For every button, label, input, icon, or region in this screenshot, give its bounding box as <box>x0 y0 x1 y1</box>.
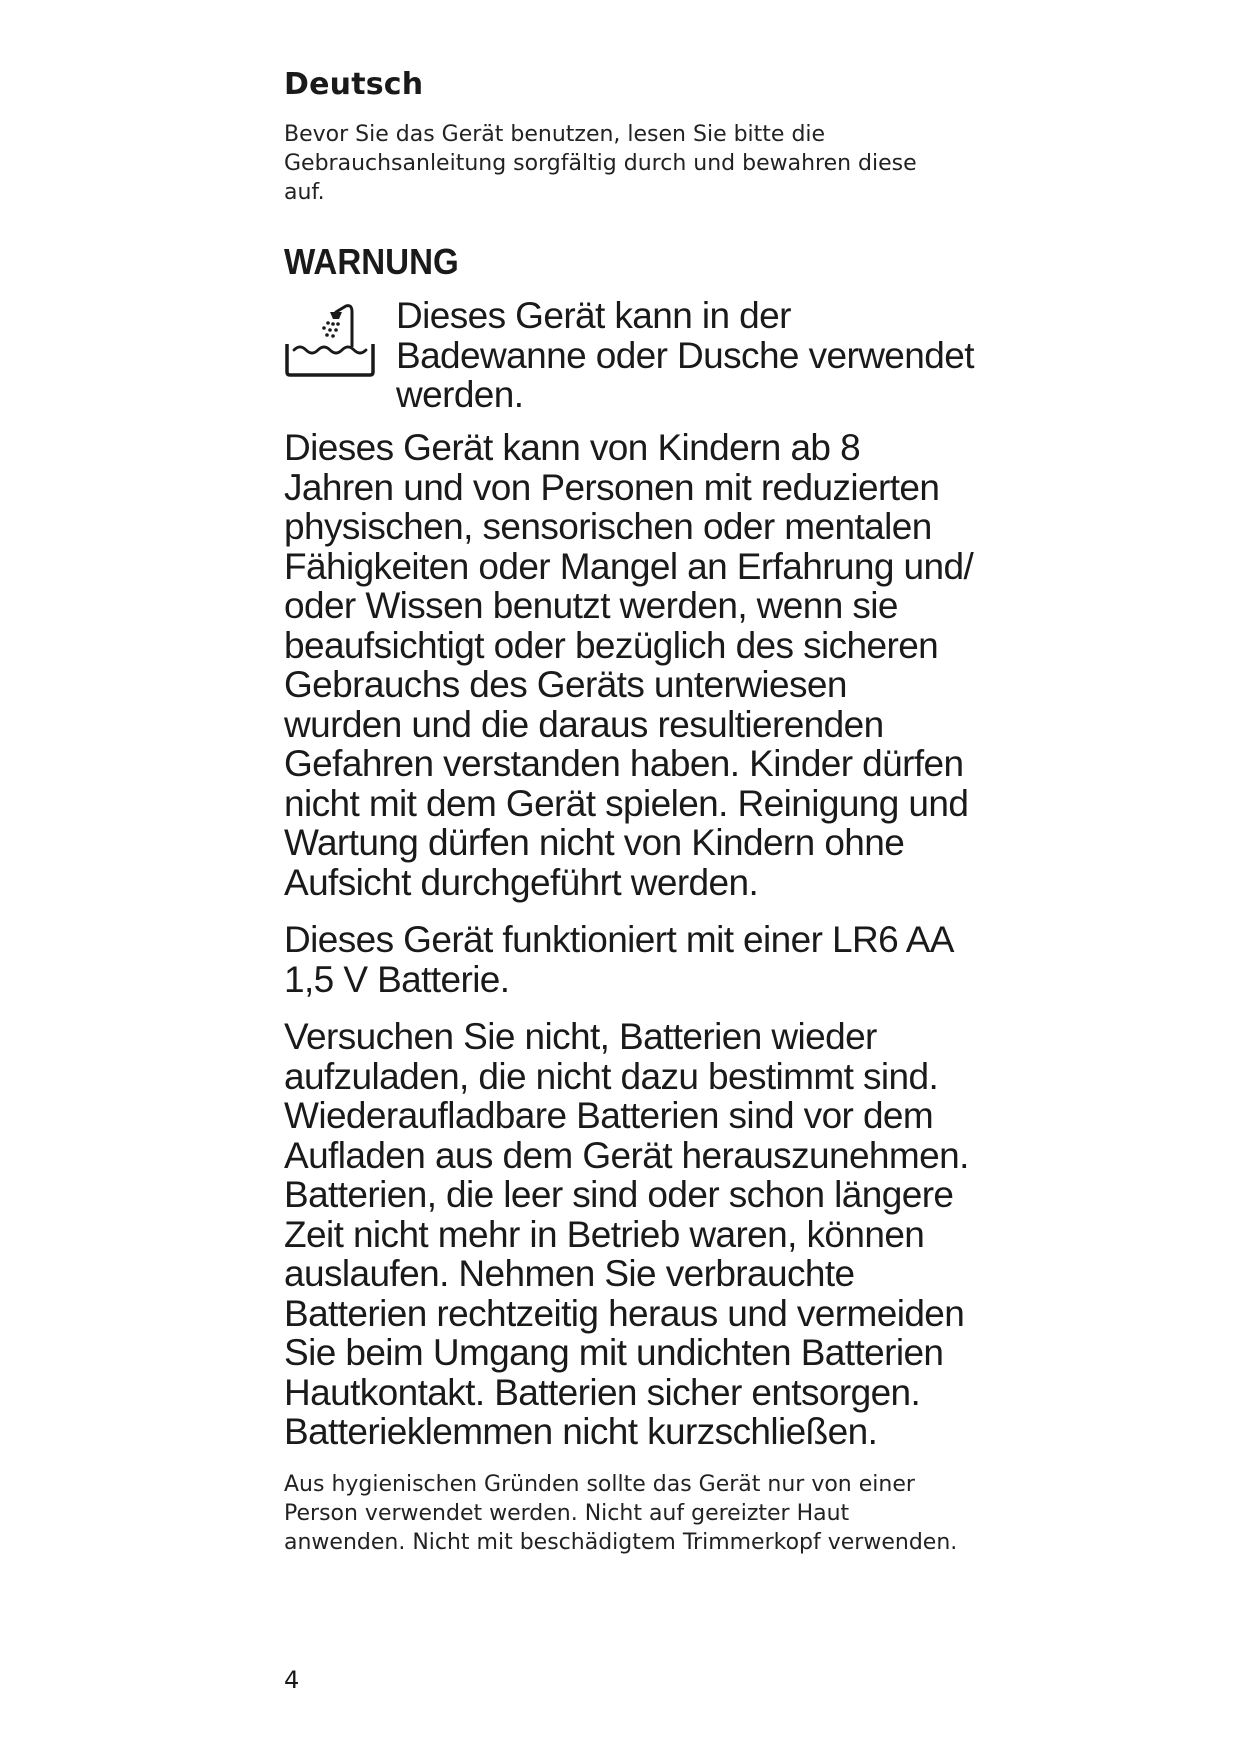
hygiene-note: Aus hygienischen Gründen sollte das Gerät nur von einer Person verwendet werden. Nicht auf gereizter Haut anwenden. Nicht mit beschädigtem Trimmerkopf verwenden. <box>284 1472 958 1555</box>
battery-type-paragraph: Dieses Gerät funktioniert mit einer LR6 AA 1,5 V Batterie. <box>284 919 952 1000</box>
bath-shower-warning-text: Dieses Gerät kann in der Badewanne oder Dusche verwendet werden. <box>396 295 974 415</box>
language-heading: Deutsch <box>284 67 424 102</box>
warning-heading: WARNUNG <box>284 241 459 282</box>
children-warning-paragraph: Dieses Gerät kann von Kindern ab 8 Jahren und von Personen mit reduzierten physischen, sensorischen oder mentalen Fähigkeiten oder Mangel an Erfahrung und/ oder Wissen benutzt werden, wenn sie beaufsichtigt oder bezüglich des sicheren Gebrauchs des Geräts unterwiesen wurden und die daraus resultierenden Gefahren verstanden haben. Kinder dürfen nicht mit dem Gerät spielen. Reinigung und Wartung dürfen nicht von Kindern ohne Aufsicht durchgeführt werden. <box>284 427 974 903</box>
page-number: 4 <box>284 1666 300 1694</box>
bath-shower-icon <box>284 302 376 378</box>
intro-paragraph: Bevor Sie das Gerät benutzen, lesen Sie bitte die Gebrauchsanleitung sorgfältig durch und bewahren diese auf. <box>284 122 917 205</box>
battery-safety-paragraph: Versuchen Sie nicht, Batterien wieder aufzuladen, die nicht dazu bestimmt sind. Wiederaufladbare Batterien sind vor dem Aufladen aus dem Gerät herauszunehmen. Batterien, die leer sind oder schon längere Zeit nicht mehr in Betrieb waren, können auslaufen. Nehmen Sie verbrauchte Batterien rechtzeitig heraus und vermeiden Sie beim Umgang mit undichten Batterien Hautkontakt. Batterien sicher entsorgen. Batterieklemmen nicht kurzschließen. <box>284 1016 969 1452</box>
